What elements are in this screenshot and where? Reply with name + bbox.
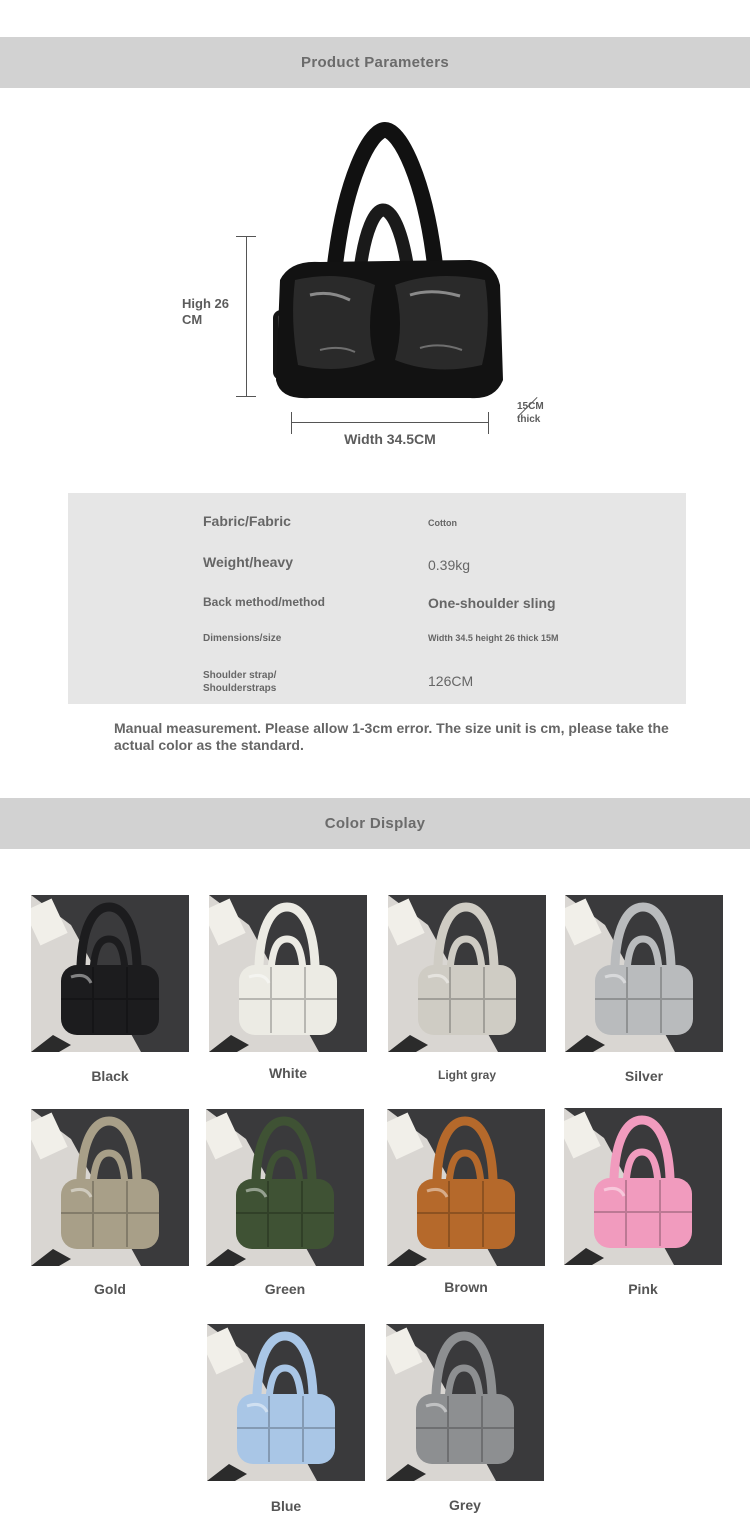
bag-photo: [386, 1324, 544, 1481]
spec-value: One-shoulder sling: [428, 595, 556, 611]
bag-photo: [209, 895, 367, 1052]
bag-photo: [31, 895, 189, 1052]
color-label: Grey: [449, 1497, 481, 1513]
color-label: Brown: [444, 1279, 488, 1295]
spec-key: Fabric/Fabric: [203, 513, 291, 529]
width-measure-cap-left: [291, 412, 292, 434]
height-measure-cap-top: [236, 236, 256, 237]
color-label: Pink: [628, 1281, 658, 1297]
height-measure-cap-bottom: [236, 396, 256, 397]
thick-label: 15CM thick: [517, 401, 544, 425]
color-swatch-white[interactable]: [209, 895, 367, 1052]
color-label: Light gray: [437, 1068, 496, 1082]
color-label: Green: [264, 1281, 306, 1297]
color-label: Silver: [624, 1068, 664, 1084]
product-hero: [170, 120, 590, 460]
color-label: Gold: [94, 1281, 126, 1297]
spec-key: Dimensions/size: [203, 633, 282, 644]
width-measure-cap-right: [488, 412, 489, 434]
product-parameters-header: [0, 37, 750, 88]
height-label: High 26 CM: [182, 296, 229, 327]
width-label: Width 34.5CM: [344, 431, 436, 447]
spec-key: Shoulder strap/ Shoulderstraps: [203, 670, 277, 694]
color-swatch-grey[interactable]: [386, 1324, 544, 1481]
bag-photo: [31, 1109, 189, 1266]
width-measure-line: [291, 422, 489, 423]
color-swatch-pink[interactable]: [564, 1108, 722, 1265]
color-display-header: [0, 798, 750, 849]
spec-table: [68, 493, 686, 704]
spec-value: Width 34.5 height 26 thick 15M: [428, 633, 559, 643]
bag-photo: [388, 895, 546, 1052]
color-swatch-gold[interactable]: [31, 1109, 189, 1266]
color-swatch-black[interactable]: [31, 895, 189, 1052]
spec-value: 126CM: [428, 673, 474, 689]
bag-photo: [206, 1109, 364, 1266]
color-label: Black: [91, 1068, 129, 1084]
spec-value: Cotton: [428, 518, 457, 528]
spec-value: 0.39kg: [428, 557, 471, 573]
section-title: Product Parameters: [301, 54, 449, 71]
spec-key: Back method/method: [203, 595, 326, 609]
color-label: Blue: [270, 1498, 302, 1514]
bag-photo: [564, 1108, 722, 1265]
color-swatch-brown[interactable]: [387, 1109, 545, 1266]
bag-photo: [387, 1109, 545, 1266]
bag-photo: [565, 895, 723, 1052]
color-label: White: [268, 1065, 308, 1081]
color-swatch-silver[interactable]: [565, 895, 723, 1052]
height-measure-line: [246, 236, 247, 396]
color-swatch-light-gray[interactable]: [388, 895, 546, 1052]
color-swatch-green[interactable]: [206, 1109, 364, 1266]
color-swatch-blue[interactable]: [207, 1324, 365, 1481]
measurement-note: Manual measurement. Please allow 1-3cm error. The size unit is cm, please take the actual color as the standard.: [114, 720, 669, 753]
spec-key: Weight/heavy: [203, 554, 293, 570]
section-title: Color Display: [324, 815, 426, 832]
bag-photo: [207, 1324, 365, 1481]
